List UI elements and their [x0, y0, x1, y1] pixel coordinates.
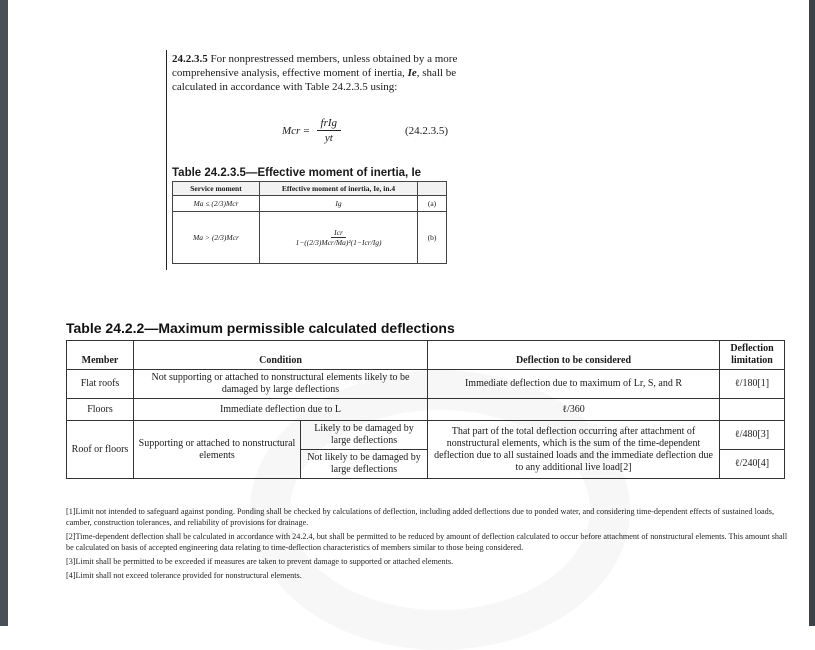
- table2: [66, 340, 785, 479]
- equation-number: (24.2.3.5): [405, 125, 449, 137]
- table1-cell: Ma ≤ (2/3)Mcr: [173, 196, 260, 212]
- equation-lhs: Mcr: [282, 124, 301, 137]
- table2-cell: That part of the total deflection occurring after attachment of nonstructural elements, which is the sum of the time-dependent deflection due to all sustained loads and the immediate deflection due to any additional live load[2]: [428, 421, 720, 479]
- table2-cell: Roof or floors: [67, 421, 134, 479]
- footnote: [1]Limit not intended to safeguard against ponding. Ponding shall be checked by calculations of deflection, including added deflections due to ponded water, and considering time-dependent effects of sustained loads, camber, construction tolerances, and reliability of provisions for drainage.: [66, 507, 774, 527]
- table1-title: Table 24.2.3.5—Effective moment of inertia, Ie: [172, 167, 422, 179]
- footnotes: [66, 506, 788, 584]
- formula-denominator: 1−((2/3)Mcr/Ma)²(1−Icr/Ig): [295, 238, 382, 247]
- clause-block: [166, 50, 467, 270]
- table2-cell: ℓ/480[3]: [720, 421, 785, 450]
- table1-cell: Ma > (2/3)Mcr: [173, 212, 260, 264]
- table2-cell: Floors: [67, 399, 134, 421]
- table1-cell: (b): [418, 212, 447, 264]
- table1-header: Effective moment of inertia, Ie, in.4: [260, 182, 418, 196]
- right-window-edge: [809, 0, 815, 626]
- table2-cell: Not likely to be damaged by large deflections: [301, 450, 428, 479]
- table1-header: [418, 182, 447, 196]
- formula-numerator: Icr: [331, 228, 346, 238]
- equation-denominator: yt: [324, 132, 333, 144]
- clause-number: 24.2.3.5: [172, 53, 208, 65]
- table2-cell: ℓ/240[4]: [720, 450, 785, 479]
- equation: Mcr = $\frac{\text{frIg}}{yt}$: [282, 116, 341, 145]
- table1-cell: Ig: [260, 196, 418, 212]
- table2-cell: ℓ/180[1]: [720, 370, 785, 399]
- equation-fraction: [317, 116, 342, 145]
- table2-cell: ℓ/360: [428, 399, 720, 421]
- table2-cell: Immediate deflection due to L: [134, 399, 428, 421]
- table2-cell: Immediate deflection due to maximum of Lr, S, and R: [428, 370, 720, 399]
- table1-cell: (a): [418, 196, 447, 212]
- table1: [172, 181, 447, 264]
- table2-title: Table 24.2.2—Maximum permissible calculated deflections: [66, 320, 455, 336]
- table2-cell: Supporting or attached to nonstructural elements: [134, 421, 301, 479]
- clause-symbol: Ie: [407, 67, 417, 79]
- table1-cell: [260, 212, 418, 264]
- footnote: [3]Limit shall be permitted to be exceeded if measures are taken to prevent damage to supported or attached elements.: [66, 557, 454, 566]
- table2-cell: Flat roofs: [67, 370, 134, 399]
- clause-body-end: , shall be calculated in accordance with Table 24.2.3.5 using:: [172, 67, 457, 93]
- table1-header: Service moment: [173, 182, 260, 196]
- table2-header: Deflection to be considered: [428, 341, 720, 370]
- left-window-edge: [0, 0, 8, 626]
- table2-cell: [720, 399, 785, 421]
- equation-numerator: frIg: [317, 116, 342, 131]
- footnote: [4]Limit shall not exceed tolerance provided for nonstructural elements.: [66, 571, 302, 580]
- table2-cell: Not supporting or attached to nonstructural elements likely to be damaged by large deflections: [134, 370, 428, 399]
- table2-header: Deflection limitation: [720, 341, 785, 370]
- table2-header: Member: [67, 341, 134, 370]
- footnote: [2]Time-dependent deflection shall be calculated in accordance with 24.2.4, but shall be permitted to be reduced by amount of deflection calculated to occur before attachment of nonstructural elements. This amount shall be calculated on basis of accepted engineering data relating to time-deflection characteristics of members similar to those being considered.: [66, 532, 788, 552]
- table2-cell: Likely to be damaged by large deflections: [301, 421, 428, 450]
- clause-text: [172, 52, 462, 94]
- clause-body: For nonprestressed members, unless obtained by a more comprehensive analysis, effective moment of inertia,: [172, 53, 458, 79]
- table2-header: Condition: [134, 341, 428, 370]
- table1-formula: [295, 228, 381, 247]
